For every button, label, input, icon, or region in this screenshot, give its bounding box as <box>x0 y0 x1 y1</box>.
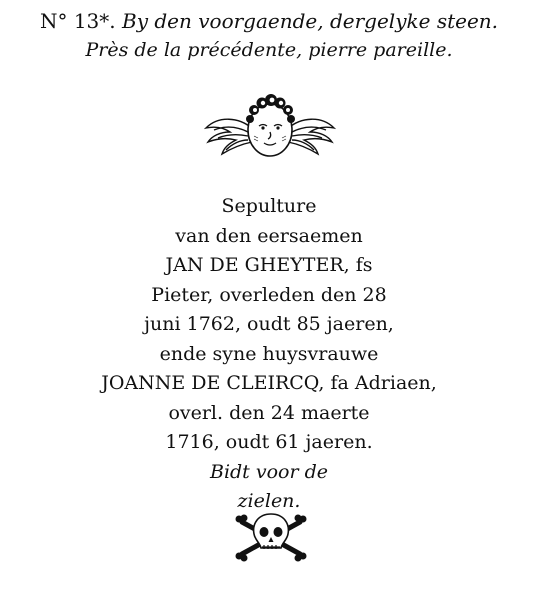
entry-title-french: Près de la précédente, pierre pareille. <box>85 39 453 61</box>
inscription-line: Pieter, overleden den 28 <box>151 283 387 306</box>
inscription-line: overl. den 24 maerte <box>168 401 370 424</box>
winged-cherub-head-icon <box>204 88 336 168</box>
inscription-line: Bidt voor de <box>209 460 329 483</box>
inscription-line: JOANNE DE CLEIRCQ, fa Adriaen, <box>101 372 437 394</box>
inscription-line: 1716, oudt 61 jaeren. <box>165 431 373 453</box>
epitaph-inscription <box>60 192 478 517</box>
skull-and-crossbones-icon <box>234 510 308 562</box>
entry-heading <box>0 8 538 34</box>
inscription-line: JAN DE GHEYTER, fs <box>165 254 373 276</box>
inscription-line: juni 1762, oudt 85 jaeren, <box>144 313 394 335</box>
inscription-line: Sepulture <box>221 195 317 217</box>
entry-number: N° 13*. <box>39 9 116 33</box>
inscription-line: van den eersaemen <box>175 224 363 247</box>
inscription-line: zielen. <box>237 490 301 512</box>
inscription-line: ende syne huysvrauwe <box>159 342 379 365</box>
entry-title-dutch: By den voorgaende, dergelyke steen. <box>122 9 499 33</box>
